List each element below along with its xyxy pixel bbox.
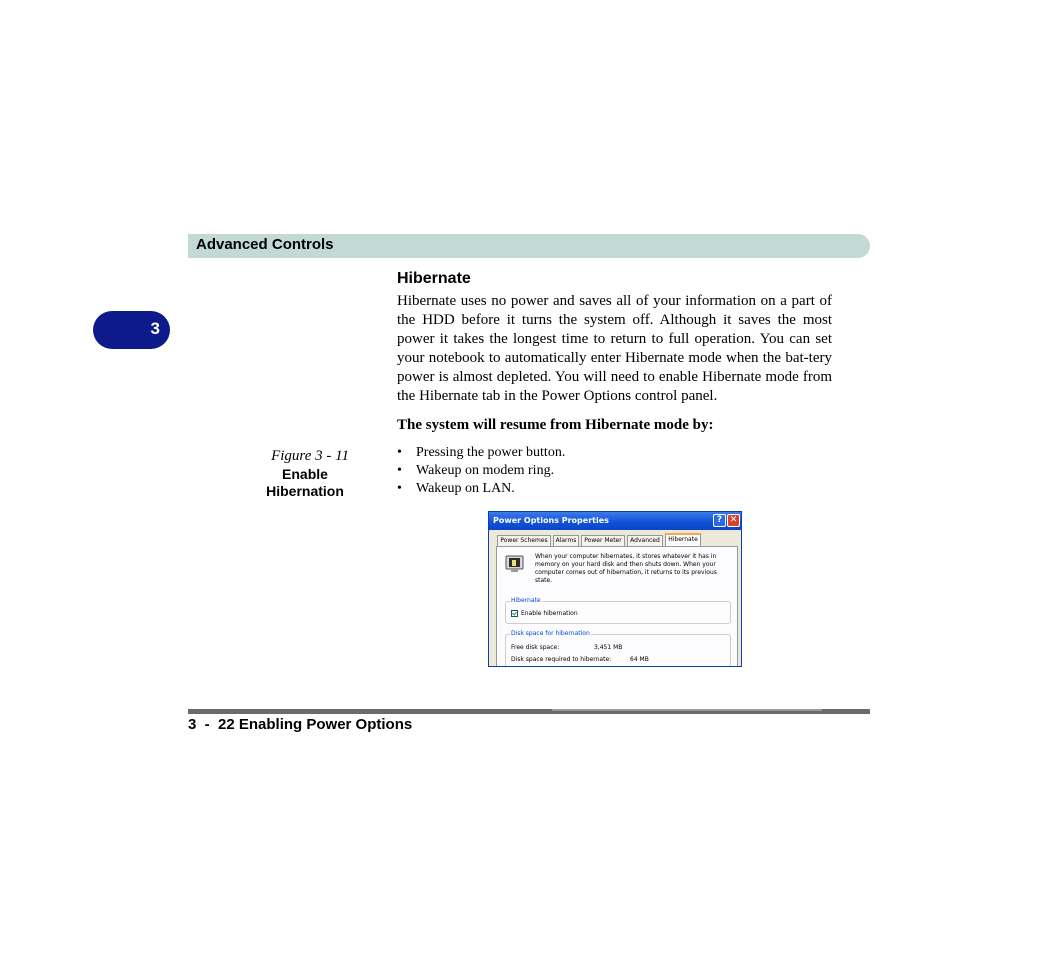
bullet-icon: • bbox=[397, 463, 402, 478]
tab-hibernate[interactable]: Hibernate bbox=[665, 533, 701, 546]
enable-hibernation-checkbox[interactable] bbox=[511, 610, 518, 617]
help-button[interactable]: ? bbox=[713, 514, 726, 527]
chapter-tab bbox=[93, 311, 170, 349]
monitor-hibernate-icon bbox=[505, 555, 525, 573]
tab-power-schemes[interactable]: Power Schemes bbox=[497, 535, 551, 546]
list-item: • Wakeup on LAN. bbox=[397, 481, 515, 496]
figure-number: Figure 3 - 11 bbox=[271, 448, 349, 464]
header-title: Advanced Controls bbox=[196, 236, 334, 253]
page-number: 3 - 22 bbox=[188, 716, 235, 733]
resume-methods-list bbox=[397, 444, 565, 498]
body-paragraph: Hibernate uses no power and saves all of your information on a part of the HDD before it turns the system off. Although it saves the most power it takes the longest time to return to full operation. You can set your notebook to automatically enter Hibernate mode when the bat-tery power is almost depleted. You will need to enable Hibernate mode from the Hibernate tab in the Power Options control panel. bbox=[397, 293, 832, 404]
chapter-number: 3 bbox=[150, 319, 160, 338]
tab-advanced[interactable]: Advanced bbox=[627, 535, 663, 546]
dialog-titlebar bbox=[489, 512, 741, 530]
hibernate-panel bbox=[496, 546, 738, 667]
figure-title-line1: Enable bbox=[282, 466, 328, 482]
figure-title-line2: Hibernation bbox=[266, 483, 344, 499]
list-item: • Wakeup on modem ring. bbox=[397, 463, 555, 478]
close-button[interactable]: ✕ bbox=[727, 514, 740, 527]
hibernate-description: When your computer hibernates, it stores whatever it has in memory on your hard disk and then shuts down. When your computer comes out of hibernation, it returns to its previous state. bbox=[535, 553, 717, 584]
footer bbox=[188, 716, 412, 734]
free-disk-value: 3,451 MB bbox=[594, 644, 623, 651]
free-disk-label: Free disk space: bbox=[511, 644, 560, 651]
enable-hibernation-label[interactable]: Enable hibernation bbox=[521, 610, 578, 617]
list-item: • Pressing the power button. bbox=[397, 445, 566, 460]
disk-space-group-label: Disk space for hibernation bbox=[511, 630, 590, 637]
required-disk-value: 64 MB bbox=[630, 656, 649, 663]
tab-power-meter[interactable]: Power Meter bbox=[581, 535, 625, 546]
tab-alarms[interactable]: Alarms bbox=[553, 535, 579, 546]
disk-space-group bbox=[505, 630, 731, 667]
dialog-title: Power Options Properties bbox=[493, 516, 609, 525]
power-options-dialog bbox=[488, 511, 742, 667]
hibernate-group bbox=[505, 597, 731, 624]
footer-title: Enabling Power Options bbox=[238, 716, 413, 733]
figure-caption bbox=[240, 447, 370, 500]
hibernate-group-label: Hibernate bbox=[511, 597, 541, 604]
footer-rule-highlight bbox=[552, 709, 822, 711]
header-bar bbox=[188, 234, 870, 258]
required-disk-label: Disk space required to hibernate: bbox=[511, 656, 612, 663]
bullet-icon: • bbox=[397, 481, 402, 496]
bullet-icon: • bbox=[397, 445, 402, 460]
resume-heading: The system will resume from Hibernate mode by: bbox=[397, 417, 714, 433]
section-title: Hibernate bbox=[397, 270, 471, 287]
